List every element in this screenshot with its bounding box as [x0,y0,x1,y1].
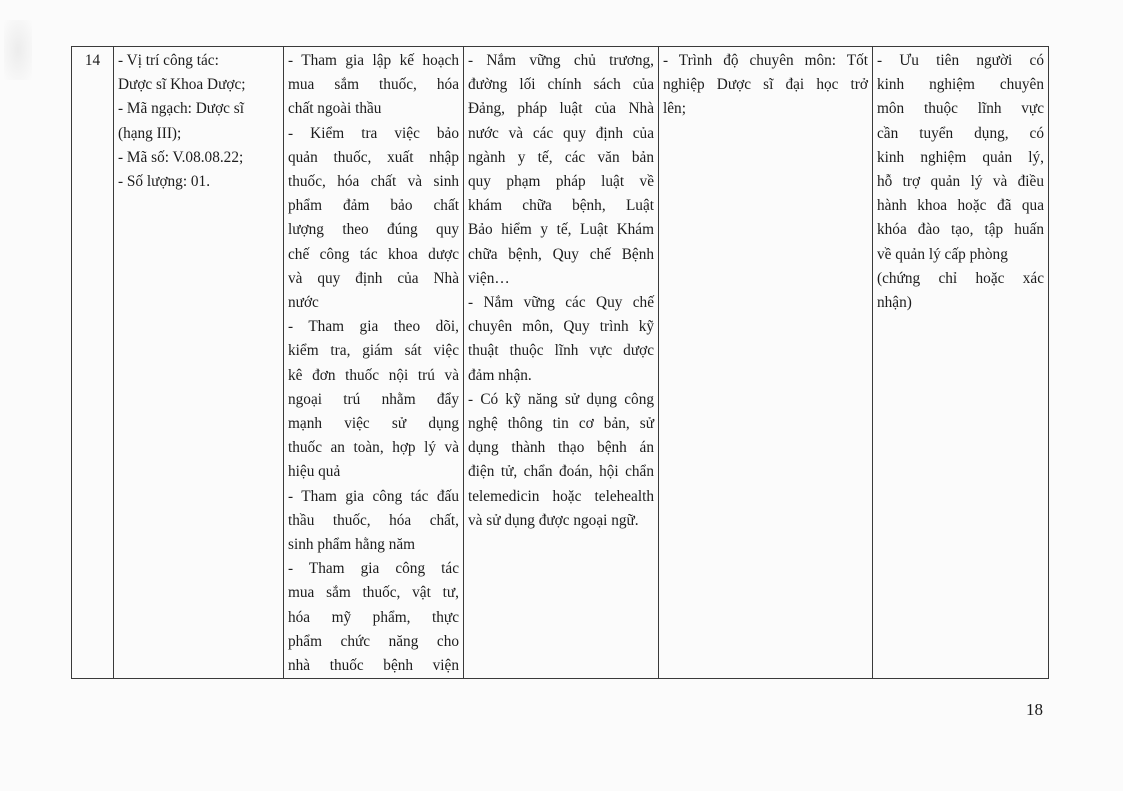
duty-line: - Kiểm tra việc bảo [288,124,459,142]
table-row [72,47,1049,679]
knowledge-line: - Có kỹ năng sử dụng công [468,390,654,408]
duty-line: phẩm đảm bảo chất [288,197,459,215]
knowledge-cell [464,47,659,679]
knowledge-line: đảm nhận. [468,366,532,384]
knowledge-line: Đảng, pháp luật của Nhà [468,100,654,118]
position-cell [114,47,284,679]
preference-line: khóa đào tạo, tập huấn [877,221,1044,239]
position-line: - Vị trí công tác: [118,52,219,69]
page-number: 18 [1026,700,1043,719]
knowledge-line: điện tử, chẩn đoán, hội chẩn [468,463,654,481]
duty-line: thầu thuốc, hóa chất, [288,511,459,529]
duty-line: hóa mỹ phẩm, thực [288,608,459,626]
duty-line: chế công tác khoa dược [288,245,459,263]
knowledge-line: và sử dụng được ngoại ngữ. [468,511,639,529]
duty-line: - Tham gia công tác đấu [288,487,459,505]
knowledge-line: telemedicin hoặc telehealth [468,487,654,505]
duty-line: quản thuốc, xuất nhập [288,148,459,166]
row-number: 14 [84,52,101,69]
preference-line: nhận) [877,294,912,312]
preference-line: cần tuyển dụng, có [877,124,1044,142]
duty-line: kiểm tra, giám sát việc [288,342,459,360]
knowledge-line: viện… [468,269,510,287]
knowledge-line: - Nắm vững các Quy chế [468,294,654,312]
knowledge-line: nước và các quy định của [468,124,654,142]
knowledge-line: nghệ thông tin cơ bản, sử [468,415,654,433]
position-line: (hạng III); [118,124,182,142]
position-line: Dược sĩ Khoa Dược; [118,76,246,94]
duty-line: thuốc an toàn, hợp lý và [288,439,459,457]
preference-line: kinh nghiệm chuyên [877,76,1044,94]
position-line: - Mã số: V.08.08.22; [118,148,244,166]
recruitment-table [71,46,1049,679]
duty-line: nhà thuốc bệnh viện [288,657,459,675]
duty-line: mua sắm thuốc, vật tư, [288,584,459,602]
position-line: - Số lượng: 01. [118,173,211,191]
knowledge-line: dụng thành thạo bệnh án [468,439,654,457]
preference-line: - Ưu tiên người có [877,52,1044,69]
knowledge-line: chữa bệnh, Quy chế Bệnh [468,245,654,263]
duty-line: - Tham gia theo dõi, [288,318,459,336]
duties-cell [284,47,464,679]
duty-line: mua sắm thuốc, hóa [288,76,459,94]
knowledge-line: thuật thuộc lĩnh vực dược [468,342,654,360]
duty-line: - Tham gia công tác [288,560,459,578]
preference-line: (chứng chỉ hoặc xác [877,269,1044,287]
scan-artifact [4,20,32,80]
preference-line: hỗ trợ quản lý và điều [877,173,1044,191]
knowledge-line: Bảo hiểm y tế, Luật Khám [468,221,654,239]
knowledge-line: ngành y tế, các văn bản [468,148,654,166]
preference-line: về quản lý cấp phòng [877,245,1008,263]
knowledge-line: - Nắm vững chủ trương, [468,52,654,69]
qualification-cell [659,47,873,679]
duty-line: phẩm chức năng cho [288,632,459,650]
qualification-line: - Trình độ chuyên môn: Tốt [663,52,868,69]
position-line: - Mã ngạch: Dược sĩ [118,100,244,118]
duty-line: sinh phẩm hằng năm [288,536,416,554]
duty-line: chất ngoài thầu [288,100,382,118]
qualification-line: nghiệp Dược sĩ đại học trở [663,76,868,94]
duty-line: kê đơn thuốc nội trú và [288,366,459,384]
duty-line: thuốc, hóa chất và sinh [288,173,459,191]
preference-cell [873,47,1049,679]
duty-line: - Tham gia lập kế hoạch [288,52,459,69]
knowledge-line: quy phạm pháp luật về [468,173,654,191]
duty-line: nước [288,294,319,312]
qualification-line: lên; [663,100,686,118]
knowledge-line: đường lối chính sách của [468,76,654,94]
knowledge-line: chuyên môn, Quy trình kỹ [468,318,654,336]
preference-line: môn thuộc lĩnh vực [877,100,1044,118]
row-number-cell [72,47,114,679]
duty-line: ngoại trú nhằm đẩy [288,390,459,408]
duty-line: và quy định của Nhà [288,269,459,287]
preference-line: kinh nghiệm quản lý, [877,148,1044,166]
knowledge-line: khám chữa bệnh, Luật [468,197,654,215]
duty-line: mạnh việc sử dụng [288,415,459,433]
duty-line: hiệu quả [288,463,341,481]
duty-line: lượng theo đúng quy [288,221,459,239]
preference-line: hành khoa hoặc đã qua [877,197,1044,215]
